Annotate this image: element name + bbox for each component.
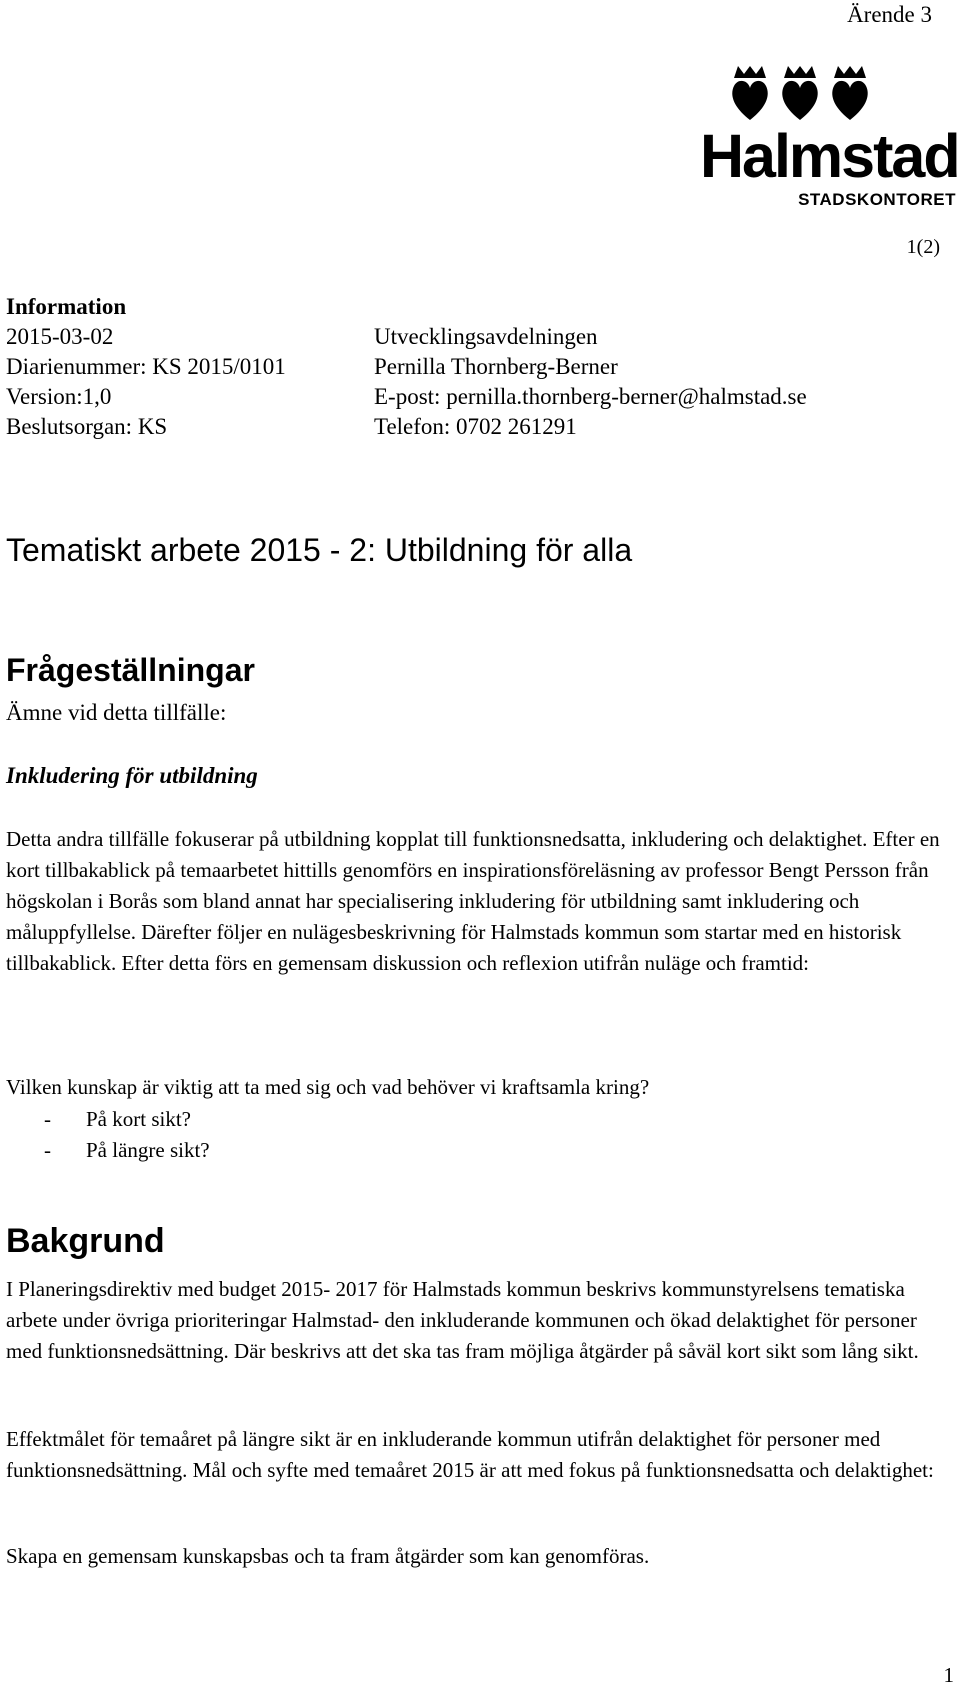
info-row [6,412,807,442]
topic-label: Ämne vid detta tillfälle: [6,700,227,725]
list-item: - På längre sikt? [44,1138,210,1162]
info-row [6,382,807,412]
info-date: 2015-03-02 [6,324,114,349]
page-number: 1 [943,1663,954,1687]
info-email: E-post: pernilla.thornberg-berner@halmstad.se [374,384,807,409]
info-label: Information [6,294,127,319]
question-list [44,1104,210,1166]
intro-paragraph: Detta andra tillfälle fokuserar på utbildning kopplat till funktionsnedsatta, inkludering och delaktighet. Efter en kort tillbakablick på temaarbetet hittills genomförs en inspirationsföreläsning av professor Bengt Persson från högskolan i Borås som bland annat har specialisering inkludering för utbildning samt inkludering och måluppfyllelse. Därefter följer en nulägesbeskrivning för Halmstads kommun som startar med en historisk tillbakablick. Efter detta förs en gemensam diskussion och reflexion utifrån nuläge och framtid: [6,827,940,975]
background-paragraph: I Planeringsdirektiv med budget 2015- 2017 för Halmstads kommun beskrivs kommunstyrelsens tematiska arbete under övriga prioriteringar Halmstad- den inkluderande kommunen och ökad delaktighet för personer med funktionsnedsättning. Där beskrivs att det ska tas fram möjliga åtgärder på såväl kort sikt som lång sikt. [6,1277,919,1363]
questions-heading: Frågeställningar [6,652,255,688]
background-heading: Bakgrund [6,1222,165,1260]
document-title: Tematiskt arbete 2015 - 2: Utbildning för alla [6,532,633,568]
info-version: Version:1,0 [6,384,112,409]
halmstad-logo [700,64,959,214]
info-row [6,352,807,382]
topic: Inkludering för utbildning [6,763,258,788]
background-paragraph: Effektmålet för temaåret på längre sikt är en inkluderande kommun utifrån delaktighet för personer med funktionsnedsättning. Mål och syfte med temaåret 2015 är att med fokus på funktionsnedsatta och delaktighet: [6,1427,934,1482]
case-number: Ärende 3 [847,2,932,27]
background-paragraph: Skapa en gemensam kunskapsbas och ta fram åtgärder som kan genomföras. [6,1544,650,1568]
crown-hearts-icon [730,64,930,122]
logo-wordmark: Halmstad [700,122,959,190]
page-count: 1(2) [906,236,940,258]
info-row [6,322,807,352]
logo-office-name: STADSKONTORET [798,190,956,209]
info-contact-name: Pernilla Thornberg-Berner [374,354,618,379]
info-department: Utvecklingsavdelningen [374,324,598,349]
info-diarienummer: Diarienummer: KS 2015/0101 [6,354,286,379]
info-beslutsorgan: Beslutsorgan: KS [6,414,168,439]
info-phone: Telefon: 0702 261291 [374,414,577,439]
info-block [6,292,807,442]
list-item: - På kort sikt? [44,1107,191,1131]
discussion-question: Vilken kunskap är viktig att ta med sig och vad behöver vi kraftsamla kring? [6,1075,650,1099]
